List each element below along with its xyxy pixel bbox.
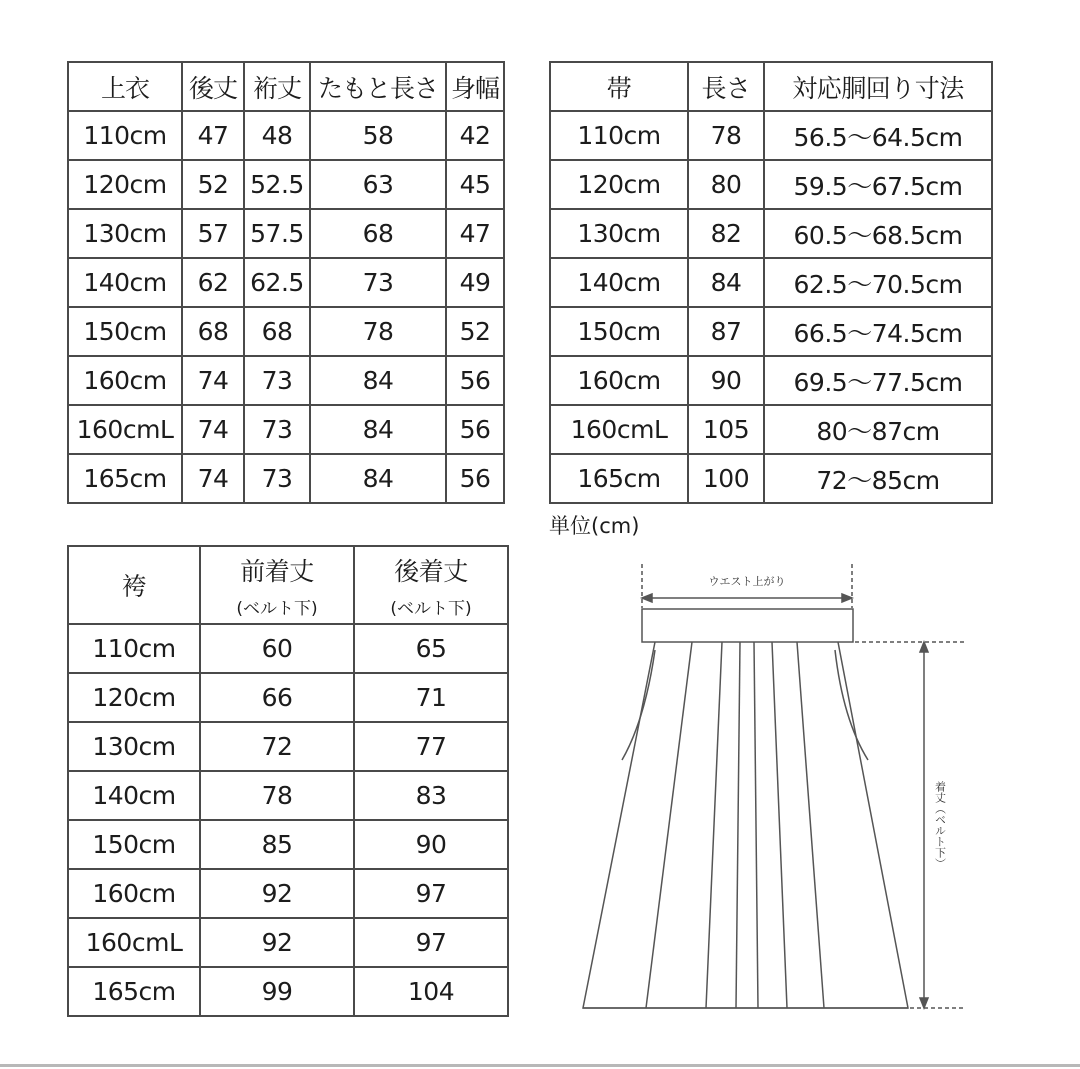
table-row (550, 307, 992, 356)
table-cell: 100 (688, 454, 764, 503)
table-cell: 60 (200, 624, 354, 673)
table-cell: 72〜85cm (764, 454, 992, 503)
table-cell: 74 (182, 356, 244, 405)
table-row (68, 258, 504, 307)
hakama-size-table (67, 545, 509, 1017)
table-row (68, 869, 508, 918)
table-cell: 62.5 (244, 258, 310, 307)
table-cell: 72 (200, 722, 354, 771)
column-header: 帯 (550, 62, 688, 111)
size-cell: 150cm (68, 307, 182, 356)
table-cell: 83 (354, 771, 508, 820)
table-cell: 84 (310, 356, 446, 405)
unit-label: 単位(cm) (549, 514, 640, 538)
table-cell: 69.5〜77.5cm (764, 356, 992, 405)
table-row (550, 258, 992, 307)
table-row (68, 820, 508, 869)
table-cell: 97 (354, 918, 508, 967)
pleat-line (706, 642, 722, 1008)
table-header-row (550, 62, 992, 111)
table-row (68, 454, 504, 503)
table-cell: 49 (446, 258, 504, 307)
table-row (550, 405, 992, 454)
size-cell: 165cm (68, 454, 182, 503)
table-row (68, 307, 504, 356)
hakama-outline (583, 642, 908, 1008)
table-cell: 47 (446, 209, 504, 258)
table-cell: 74 (182, 405, 244, 454)
table-row (550, 111, 992, 160)
table-cell: 80〜87cm (764, 405, 992, 454)
pleat-line (646, 642, 692, 1008)
table-cell: 104 (354, 967, 508, 1016)
arrowhead-up-icon (920, 642, 928, 652)
column-header: 前着丈 (ベルト下) (200, 546, 354, 624)
column-header: 後丈 (182, 62, 244, 111)
table-cell: 60.5〜68.5cm (764, 209, 992, 258)
table-cell: 77 (354, 722, 508, 771)
size-cell: 120cm (68, 673, 200, 722)
hakama-side-slit-right (835, 650, 868, 760)
table-cell: 66.5〜74.5cm (764, 307, 992, 356)
size-cell: 165cm (550, 454, 688, 503)
table-cell: 42 (446, 111, 504, 160)
size-cell: 140cm (68, 771, 200, 820)
table-cell: 85 (200, 820, 354, 869)
column-header: 身幅 (446, 62, 504, 111)
column-header: 後着丈 (ベルト下) (354, 546, 508, 624)
table-cell: 68 (310, 209, 446, 258)
column-header: たもと長さ (310, 62, 446, 111)
table-cell: 78 (688, 111, 764, 160)
size-cell: 160cm (68, 356, 182, 405)
pleat-line (797, 642, 824, 1008)
table-cell: 56 (446, 454, 504, 503)
size-cell: 130cm (550, 209, 688, 258)
column-subheader: (ベルト下) (236, 598, 318, 619)
size-cell: 160cmL (68, 918, 200, 967)
table-cell: 97 (354, 869, 508, 918)
jacket-size-table (67, 61, 505, 504)
column-header: 裄丈 (244, 62, 310, 111)
table-cell: 52 (182, 160, 244, 209)
pleat-line (772, 642, 787, 1008)
table-cell: 78 (310, 307, 446, 356)
arrowhead-left-icon (642, 594, 652, 602)
size-cell: 130cm (68, 722, 200, 771)
size-cell: 160cm (550, 356, 688, 405)
size-cell: 160cmL (550, 405, 688, 454)
table-cell: 58 (310, 111, 446, 160)
table-cell: 52.5 (244, 160, 310, 209)
table-row (68, 771, 508, 820)
table-cell: 52 (446, 307, 504, 356)
table-cell: 73 (310, 258, 446, 307)
table-cell: 84 (310, 454, 446, 503)
table-row (68, 722, 508, 771)
table-cell: 90 (688, 356, 764, 405)
pleat-line (736, 642, 740, 1008)
table-row (550, 356, 992, 405)
bottom-divider (0, 1064, 1080, 1067)
table-cell: 45 (446, 160, 504, 209)
table-row (68, 918, 508, 967)
table-cell: 73 (244, 356, 310, 405)
size-cell: 110cm (550, 111, 688, 160)
column-header: 上衣 (68, 62, 182, 111)
size-cell: 150cm (550, 307, 688, 356)
table-cell: 63 (310, 160, 446, 209)
table-cell: 80 (688, 160, 764, 209)
table-row (550, 454, 992, 503)
table-header-row (68, 546, 508, 624)
table-row (68, 160, 504, 209)
column-header: 長さ (688, 62, 764, 111)
table-cell: 57.5 (244, 209, 310, 258)
table-cell: 74 (182, 454, 244, 503)
size-cell: 150cm (68, 820, 200, 869)
arrowhead-down-icon (920, 998, 928, 1008)
table-cell: 68 (244, 307, 310, 356)
table-cell: 62 (182, 258, 244, 307)
table-cell: 78 (200, 771, 354, 820)
table-cell: 84 (688, 258, 764, 307)
table-cell: 105 (688, 405, 764, 454)
table-cell: 87 (688, 307, 764, 356)
hakama-diagram (560, 545, 980, 1025)
table-row (68, 673, 508, 722)
table-row (68, 356, 504, 405)
table-cell: 56 (446, 405, 504, 454)
table-cell: 47 (182, 111, 244, 160)
size-cell: 140cm (550, 258, 688, 307)
table-cell: 73 (244, 405, 310, 454)
column-header: 対応胴回り寸法 (764, 62, 992, 111)
table-cell: 92 (200, 869, 354, 918)
table-cell: 71 (354, 673, 508, 722)
size-cell: 140cm (68, 258, 182, 307)
size-cell: 130cm (68, 209, 182, 258)
table-cell: 65 (354, 624, 508, 673)
table-cell: 56.5〜64.5cm (764, 111, 992, 160)
table-row (68, 111, 504, 160)
pleat-line (754, 642, 758, 1008)
table-cell: 62.5〜70.5cm (764, 258, 992, 307)
table-cell: 84 (310, 405, 446, 454)
size-cell: 160cmL (68, 405, 182, 454)
waist-label: ウエスト上がり (708, 575, 786, 588)
table-header-row (68, 62, 504, 111)
size-cell: 120cm (550, 160, 688, 209)
size-cell: 160cm (68, 869, 200, 918)
belt-size-table (549, 61, 993, 504)
size-cell: 110cm (68, 111, 182, 160)
table-row (550, 160, 992, 209)
table-cell: 73 (244, 454, 310, 503)
hakama-waistband (642, 609, 853, 642)
table-row (68, 405, 504, 454)
table-row (550, 209, 992, 258)
table-cell: 68 (182, 307, 244, 356)
table-row (68, 967, 508, 1016)
table-cell: 48 (244, 111, 310, 160)
table-cell: 66 (200, 673, 354, 722)
table-cell: 82 (688, 209, 764, 258)
table-cell: 92 (200, 918, 354, 967)
length-label: 着丈（ベルト下） (933, 781, 947, 869)
table-cell: 57 (182, 209, 244, 258)
table-cell: 90 (354, 820, 508, 869)
size-cell: 165cm (68, 967, 200, 1016)
table-cell: 56 (446, 356, 504, 405)
table-cell: 59.5〜67.5cm (764, 160, 992, 209)
arrowhead-right-icon (842, 594, 852, 602)
size-cell: 120cm (68, 160, 182, 209)
table-row (68, 624, 508, 673)
column-header: 袴 (68, 546, 200, 624)
table-cell: 99 (200, 967, 354, 1016)
size-cell: 110cm (68, 624, 200, 673)
column-subheader: (ベルト下) (390, 598, 472, 619)
table-row (68, 209, 504, 258)
